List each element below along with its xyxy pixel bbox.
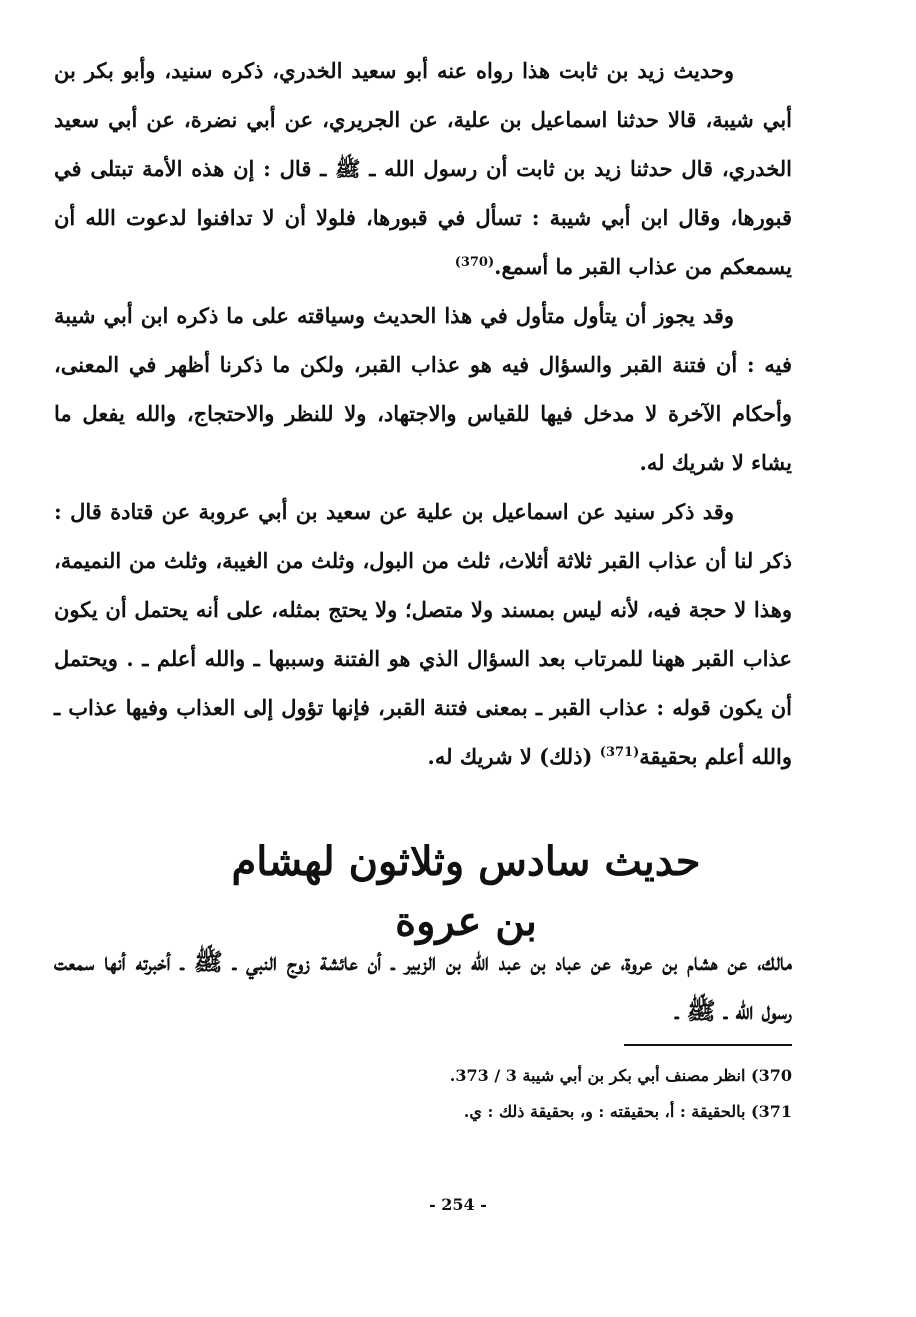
footnote-ref-370: (370)	[454, 255, 495, 270]
footnote-number: 370)	[751, 1066, 792, 1085]
page-number: - 254 -	[429, 1195, 487, 1214]
chapter-lead-text: مالك، عن هشام بن عروة، عن عباد بن عبد الله بن الزبير ـ أن عائشة زوج النبي ـ ﷺ ـ أخبرته أنها سمعت رسول الله ـ ﷺ ـ	[54, 947, 792, 1025]
footnotes-section	[192, 1058, 792, 1130]
footnote-divider	[624, 1044, 792, 1046]
paragraph-qatada	[54, 487, 792, 781]
paragraph-hadith-zaid	[54, 46, 792, 291]
paragraph-1-text: وحديث زيد بن ثابت هذا رواه عنه أبو سعيد الخدري، ذكره سنيد، وأبو بكر بن أبي شيبة، قالا حدثنا اسماعيل بن علية، عن الجريري، عن أبي نضرة، عن أبي سعيد الخدري، قال حدثنا زيد بن ثابت أن رسول الله ـ ﷺ ـ قال : إن هذه الأمة تبتلى في قبورها، وقال ابن أبي شيبة : تسأل في قبورها، فلولا أن لا تدافنوا لدعوت الله أن يسمعكم من عذاب القبر ما أسمع.	[54, 58, 792, 279]
footnote-number: 371)	[751, 1102, 792, 1121]
footnote-371	[192, 1094, 792, 1130]
footnote-text: بالحقيقة : أ، بحقيقته : و، بحقيقة ذلك : ي.	[463, 1102, 746, 1121]
footnote-text: انظر مصنف أبي بكر بن أبي شيبة 3 / 373.	[449, 1066, 746, 1085]
paragraph-interpretation	[54, 291, 792, 487]
paragraph-3-text: وقد ذكر سنيد عن اسماعيل بن علية عن سعيد بن أبي عروبة عن قتادة قال : ذكر لنا أن عذاب القبر ثلاثة أثلاث، ثلث من البول، وثلث من الغيبة، وثلث من النميمة، وهذا لا حجة فيه، لأنه ليس بمسند ولا متصل؛ ولا يحتج بمثله، على أنه يحتمل أن يكون عذاب القبر ههنا للمرتاب بعد السؤال الذي هو الفتنة وسببها ـ والله أعلم ـ . ويحتمل أن يكون قوله : عذاب القبر ـ بمعنى فتنة القبر، فإنها تؤول إلى العذاب وفيها عذاب ـ والله أعلم بحقيقة	[54, 499, 792, 769]
footnote-370	[192, 1058, 792, 1094]
main-text-block	[54, 46, 792, 781]
chapter-heading: حديث سادس وثلاثون لهشام بن عروة	[231, 838, 701, 945]
paragraph-3-ending: (ذلك) لا شريك له.	[427, 744, 593, 769]
paragraph-2-text: وقد يجوز أن يتأول متأول في هذا الحديث وسياقته على ما ذكره ابن أبي شيبة فيه : أن فتنة القبر والسؤال فيه هو عذاب القبر، ولكن ما ذكرنا أظهر في المعنى، وأحكام الآخرة لا مدخل فيها للقياس والاجتهاد، ولا للنظر والاحتجاج، والله يفعل ما يشاء لا شريك له.	[54, 303, 792, 475]
footnote-ref-371: (371)	[599, 745, 640, 760]
